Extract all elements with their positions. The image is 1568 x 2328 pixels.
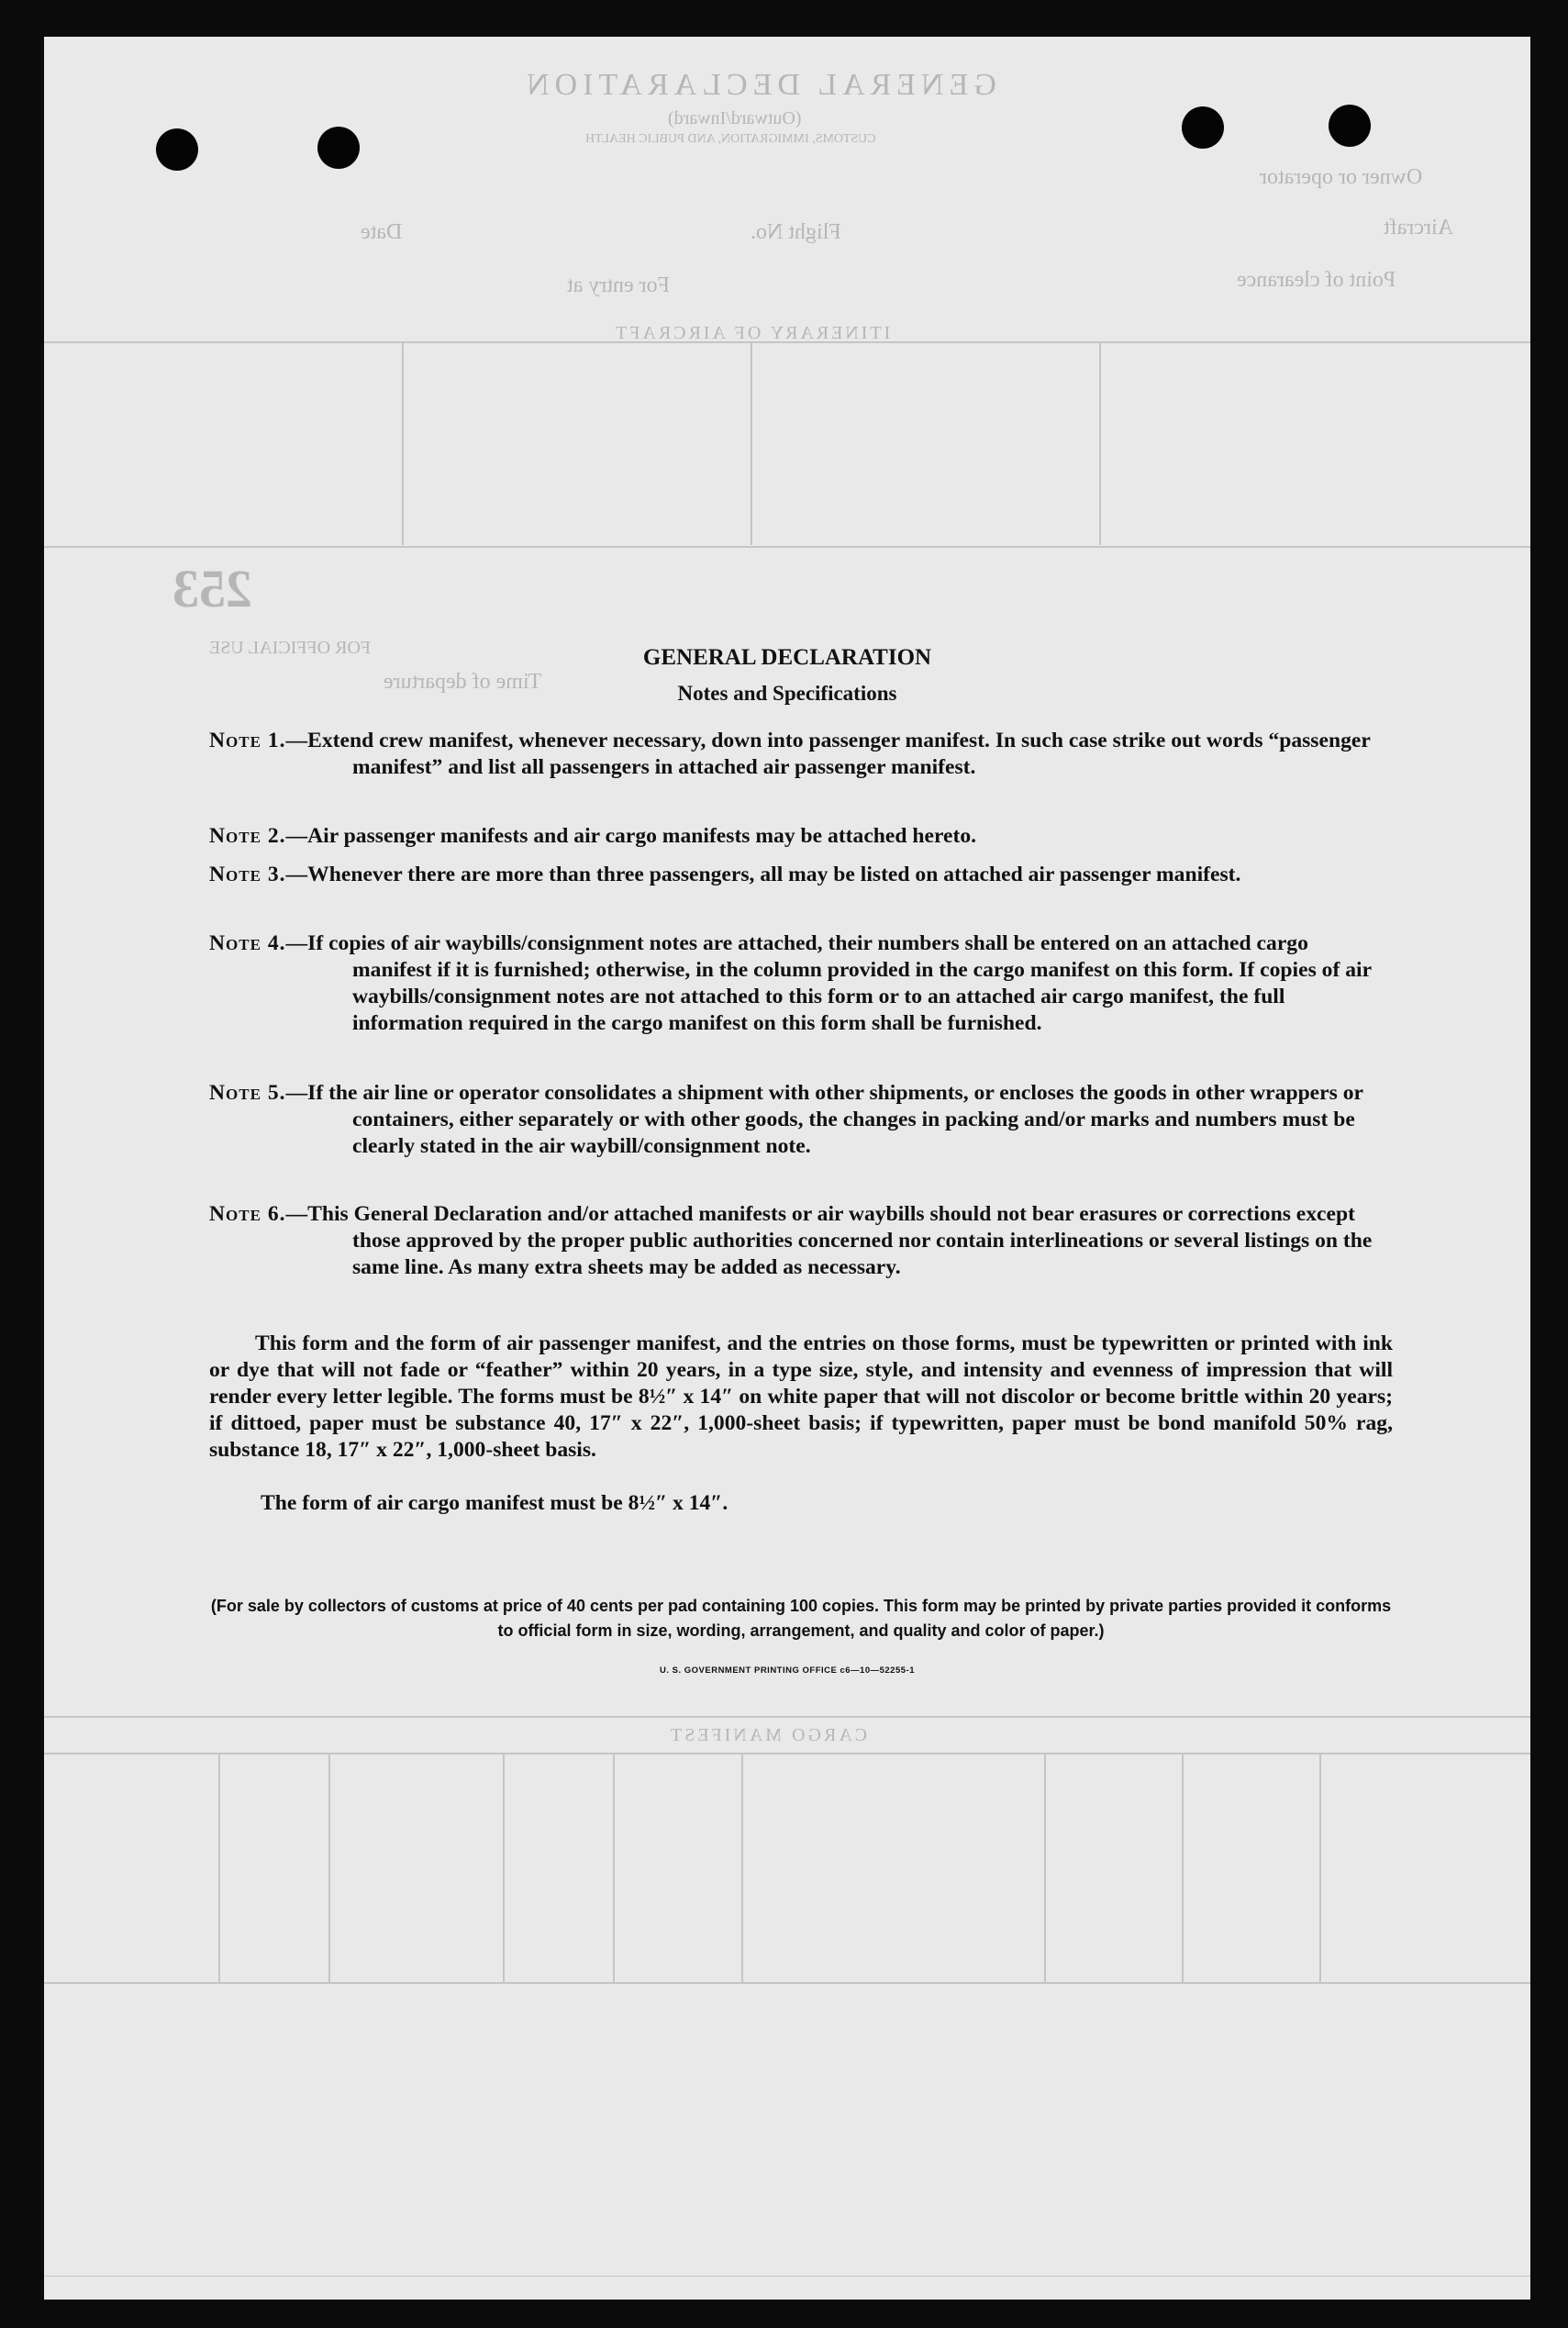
ghost-rule xyxy=(1182,1754,1184,1982)
note-4 xyxy=(209,930,1393,1037)
punch-hole xyxy=(1182,106,1224,149)
note-label: Note 6. xyxy=(209,1202,286,1226)
note-text: —Whenever there are more than three passengers, all may be listed on attached air passenger manifest. xyxy=(285,863,1241,886)
cargo-size-line: The form of air cargo manifest must be 8½″ x 14″. xyxy=(261,1491,728,1515)
note-label: Note 4. xyxy=(209,931,286,955)
ghost-rule xyxy=(503,1754,505,1982)
ghost-itinerary: ITINERARY OF AIRCRAFT xyxy=(613,323,891,343)
ghost-rule xyxy=(218,1754,220,1982)
form-paragraph: This form and the form of air passenger manifest, and the entries on those forms, must be typewritten or printed with ink or dye that will not fade or “feather” within 20 years, in a type size, style, and intensity and evenness of impression that will render every letter legible. The forms must be 8½″ x 14″ on white paper that will not discolor or become brittle within 20 years; if dittoed, paper must be substance 40, 17″ x 22″, 1,000-sheet basis; if typewritten, paper must be bond manifold 50% rag, substance 18, 17″ x 22″, 1,000-sheet basis. xyxy=(209,1331,1393,1462)
ghost-rule xyxy=(751,343,752,545)
ghost-departure: Time of departure xyxy=(384,670,542,694)
ghost-number: 253 xyxy=(172,559,252,618)
ghost-rule xyxy=(1044,1754,1046,1982)
ghost-rule xyxy=(328,1754,330,1982)
ghost-aircraft: Aircraft xyxy=(1384,216,1453,239)
ghost-rule xyxy=(1099,343,1101,545)
ghost-official: FOR OFFICIAL USE xyxy=(209,638,371,658)
ghost-rule xyxy=(1319,1754,1321,1982)
note-text: —If the air line or operator consolidates a shipment with other shipments, or encloses the goods in other wrappers or containers, either separately or with other goods, the changes in packing and/or marks and numbers must be clearly stated in the air waybill/consignment note. xyxy=(285,1081,1363,1158)
note-2 xyxy=(209,823,1393,850)
note-6 xyxy=(209,1201,1393,1281)
punch-hole xyxy=(317,127,360,169)
printer-line: U. S. GOVERNMENT PRINTING OFFICE c6—10—52255-1 xyxy=(660,1665,915,1676)
ghost-rule xyxy=(44,1982,1530,1984)
note-3 xyxy=(209,862,1393,888)
note-text: —Air passenger manifests and air cargo manifests may be attached hereto. xyxy=(285,824,977,848)
notes-title: GENERAL DECLARATION xyxy=(642,645,932,670)
note-1 xyxy=(209,728,1393,781)
note-text: —This General Declaration and/or attached manifests or air waybills should not bear erasures or corrections except those approved by the proper public authorities concerned nor contain interlineations or several listings on the same line. As many extra sheets may be added as necessary. xyxy=(285,1202,1373,1279)
note-label: Note 2. xyxy=(209,824,286,848)
ghost-rule xyxy=(44,341,1530,343)
note-5 xyxy=(209,1080,1393,1160)
ghost-flight: Flight No. xyxy=(751,220,841,244)
note-label: Note 5. xyxy=(209,1081,286,1105)
ghost-agency: CUSTOMS, IMMIGRATION, AND PUBLIC HEALTH xyxy=(585,132,876,146)
ghost-rule xyxy=(741,1754,743,1982)
ghost-header-sub: (Outward/Inward) xyxy=(668,108,802,128)
ghost-rule xyxy=(44,546,1530,548)
notes-subtitle: Notes and Specifications xyxy=(677,682,897,705)
ghost-date: Date xyxy=(361,220,403,244)
ghost-rule xyxy=(44,2276,1530,2277)
ghost-rule xyxy=(613,1754,615,1982)
ghost-rule xyxy=(44,1716,1530,1718)
sale-notice: (For sale by collectors of customs at price of 40 cents per pad containing 100 copies. This form may be printed by private parties provided it conforms to official form in size, wording, arrangement, and quality and color of paper.) xyxy=(210,1597,1392,1640)
document-page xyxy=(44,37,1530,2300)
ghost-clearance: Point of clearance xyxy=(1237,268,1396,292)
punch-hole xyxy=(1329,105,1371,147)
note-text: —If copies of air waybills/consignment notes are attached, their numbers shall be entered on an attached cargo manifest if it is furnished; otherwise, in the column provided in the cargo manifest on this form. If copies of air waybills/consignment notes are not attached to this form or to an attached air cargo manifest, the full information required in the cargo manifest on this form shall be furnished. xyxy=(285,931,1372,1035)
note-text: —Extend crew manifest, whenever necessary, down into passenger manifest. In such case strike out words “passenger manifest” and list all passengers in attached air passenger manifest. xyxy=(285,729,1371,779)
ghost-header: GENERAL DECLARATION xyxy=(521,68,996,102)
ghost-rule xyxy=(402,343,404,545)
note-label: Note 1. xyxy=(209,729,286,752)
ghost-entry: For entry at xyxy=(567,273,670,297)
ghost-rule xyxy=(44,1753,1530,1754)
note-label: Note 3. xyxy=(209,863,286,886)
ghost-owner: Owner or operator xyxy=(1260,165,1423,189)
punch-hole xyxy=(156,128,198,171)
ghost-cargo-manifest: CARGO MANIFEST xyxy=(668,1725,868,1745)
